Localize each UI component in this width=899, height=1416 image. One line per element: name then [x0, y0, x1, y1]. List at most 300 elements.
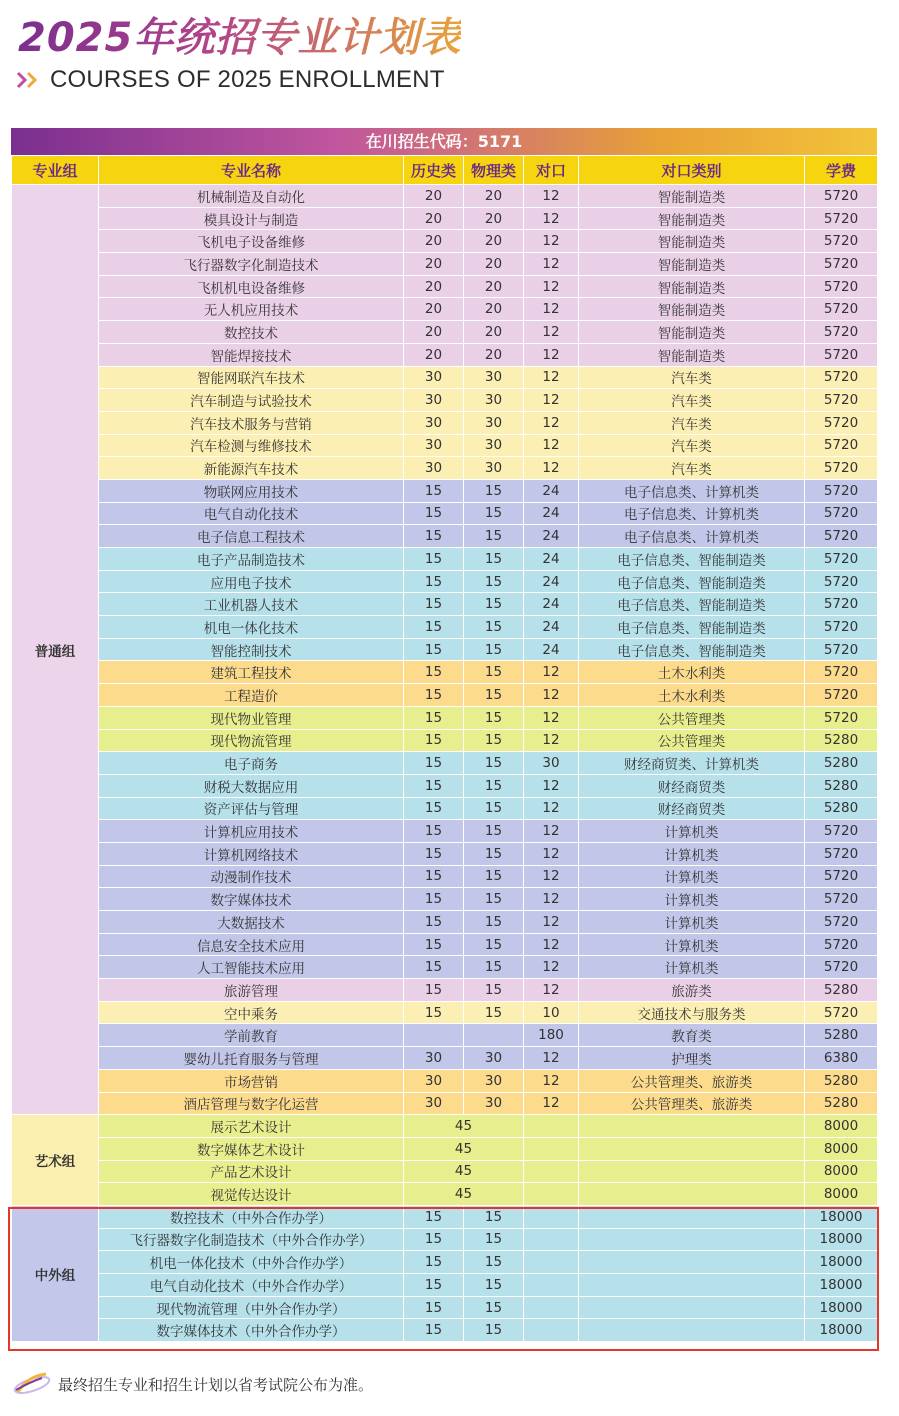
tuition-cell: 6380: [805, 1047, 878, 1070]
major-name-cell: 机电一体化技术: [99, 616, 404, 639]
history-quota-cell: 15: [404, 570, 464, 593]
tuition-cell: 5280: [805, 797, 878, 820]
table-row: [12, 457, 878, 480]
duikou-cell: 12: [524, 706, 579, 729]
history-quota-cell: 15: [404, 1296, 464, 1319]
physics-quota-cell: 15: [464, 842, 524, 865]
duikou-category-cell: 公共管理类、旅游类: [579, 1069, 805, 1092]
duikou-category-cell: 公共管理类: [579, 706, 805, 729]
physics-quota-cell: 15: [464, 1319, 524, 1342]
major-name-cell: 汽车制造与试验技术: [99, 389, 404, 412]
history-quota-cell: 15: [404, 1228, 464, 1251]
duikou-cell: [524, 1319, 579, 1342]
major-name-cell: 展示艺术设计: [99, 1115, 404, 1138]
history-quota-cell: 20: [404, 230, 464, 253]
physics-quota-cell: 20: [464, 275, 524, 298]
table-row: [12, 1069, 878, 1092]
tuition-cell: 5280: [805, 979, 878, 1002]
history-quota-cell: 15: [404, 797, 464, 820]
duikou-cell: [524, 1228, 579, 1251]
table-row: [12, 1319, 878, 1342]
duikou-cell: [524, 1137, 579, 1160]
tuition-cell: 5720: [805, 457, 878, 480]
history-quota-cell: 30: [404, 434, 464, 457]
duikou-cell: 12: [524, 1069, 579, 1092]
duikou-cell: 12: [524, 1092, 579, 1115]
table-row: [12, 548, 878, 571]
table-row: [12, 729, 878, 752]
duikou-category-cell: 电子信息类、智能制造类: [579, 548, 805, 571]
major-name-cell: 电气自动化技术: [99, 502, 404, 525]
duikou-category-cell: 电子信息类、智能制造类: [579, 593, 805, 616]
physics-quota-cell: 15: [464, 820, 524, 843]
major-name-cell: 市场营销: [99, 1069, 404, 1092]
enrollment-plan-table: [11, 155, 878, 1342]
physics-quota-cell: 30: [464, 434, 524, 457]
duikou-cell: 12: [524, 434, 579, 457]
tuition-cell: 5280: [805, 774, 878, 797]
physics-quota-cell: 20: [464, 207, 524, 230]
major-name-cell: 机械制造及自动化: [99, 185, 404, 208]
tuition-cell: 8000: [805, 1115, 878, 1138]
history-quota-cell: 15: [404, 752, 464, 775]
tuition-cell: 5720: [805, 185, 878, 208]
major-name-cell: 电子商务: [99, 752, 404, 775]
physics-quota-cell: 15: [464, 979, 524, 1002]
table-row: [12, 366, 878, 389]
physics-quota-cell: 15: [464, 661, 524, 684]
physics-quota-cell: 20: [464, 321, 524, 344]
physics-quota-cell: 15: [464, 502, 524, 525]
physics-quota-cell: 20: [464, 343, 524, 366]
physics-quota-cell: 15: [464, 570, 524, 593]
tuition-cell: 5720: [805, 616, 878, 639]
history-quota-cell: 20: [404, 185, 464, 208]
physics-quota-cell: 15: [464, 638, 524, 661]
table-row: [12, 1274, 878, 1297]
quota-cell: 45: [404, 1137, 524, 1160]
duikou-cell: [524, 1160, 579, 1183]
duikou-cell: 12: [524, 774, 579, 797]
tuition-cell: 5280: [805, 729, 878, 752]
duikou-cell: 12: [524, 321, 579, 344]
table-row: [12, 479, 878, 502]
history-quota-cell: 15: [404, 956, 464, 979]
tuition-cell: 5720: [805, 411, 878, 434]
physics-quota-cell: 20: [464, 230, 524, 253]
table-row: [12, 933, 878, 956]
table-row: [12, 1296, 878, 1319]
major-name-cell: 电子信息工程技术: [99, 525, 404, 548]
physics-quota-cell: 15: [464, 956, 524, 979]
table-row: [12, 1183, 878, 1206]
duikou-cell: 10: [524, 1001, 579, 1024]
duikou-cell: 12: [524, 933, 579, 956]
table-row: [12, 298, 878, 321]
tuition-cell: 5720: [805, 638, 878, 661]
group-name-cell: 普通组: [12, 185, 99, 1115]
tuition-cell: 5720: [805, 865, 878, 888]
history-quota-cell: 20: [404, 343, 464, 366]
tuition-cell: 5720: [805, 570, 878, 593]
column-header: 学费: [805, 156, 878, 185]
history-quota-cell: 30: [404, 1047, 464, 1070]
table-row: [12, 797, 878, 820]
tuition-cell: 5720: [805, 389, 878, 412]
physics-quota-cell: 20: [464, 185, 524, 208]
physics-quota-cell: 15: [464, 1228, 524, 1251]
duikou-category-cell: 护理类: [579, 1047, 805, 1070]
table-row: [12, 1251, 878, 1274]
major-name-cell: 数字媒体艺术设计: [99, 1137, 404, 1160]
tuition-cell: 5720: [805, 706, 878, 729]
table-row: [12, 593, 878, 616]
table-row: [12, 661, 878, 684]
duikou-cell: 12: [524, 366, 579, 389]
major-name-cell: 飞机机电设备维修: [99, 275, 404, 298]
enrollment-code-banner: 在川招生代码：5171: [11, 128, 877, 155]
tuition-cell: 18000: [805, 1251, 878, 1274]
physics-quota-cell: 15: [464, 706, 524, 729]
tuition-cell: 5280: [805, 1092, 878, 1115]
history-quota-cell: 15: [404, 933, 464, 956]
tuition-cell: 5720: [805, 321, 878, 344]
physics-quota-cell: 15: [464, 548, 524, 571]
duikou-category-cell: 智能制造类: [579, 207, 805, 230]
physics-quota-cell: 15: [464, 525, 524, 548]
tuition-cell: 18000: [805, 1205, 878, 1228]
duikou-cell: 24: [524, 502, 579, 525]
physics-quota-cell: 15: [464, 593, 524, 616]
tuition-cell: 5720: [805, 230, 878, 253]
duikou-category-cell: 汽车类: [579, 434, 805, 457]
major-name-cell: 动漫制作技术: [99, 865, 404, 888]
tuition-cell: 5720: [805, 298, 878, 321]
table-row: [12, 706, 878, 729]
duikou-category-cell: 土木水利类: [579, 684, 805, 707]
table-row: [12, 1115, 878, 1138]
column-header: 对口: [524, 156, 579, 185]
table-header-row: [12, 156, 878, 185]
major-name-cell: 汽车技术服务与营销: [99, 411, 404, 434]
physics-quota-cell: 15: [464, 774, 524, 797]
history-quota-cell: 15: [404, 548, 464, 571]
duikou-cell: 24: [524, 638, 579, 661]
tuition-cell: 18000: [805, 1274, 878, 1297]
major-name-cell: 资产评估与管理: [99, 797, 404, 820]
history-quota-cell: 20: [404, 298, 464, 321]
duikou-cell: 12: [524, 275, 579, 298]
history-quota-cell: 15: [404, 1251, 464, 1274]
history-quota-cell: 20: [404, 207, 464, 230]
tuition-cell: 5720: [805, 593, 878, 616]
duikou-cell: 30: [524, 752, 579, 775]
physics-quota-cell: 30: [464, 389, 524, 412]
tuition-cell: 5720: [805, 1001, 878, 1024]
tuition-cell: 5280: [805, 1024, 878, 1047]
duikou-category-cell: 汽车类: [579, 411, 805, 434]
duikou-cell: [524, 1296, 579, 1319]
tuition-cell: 18000: [805, 1296, 878, 1319]
table-row: [12, 1137, 878, 1160]
duikou-cell: 12: [524, 979, 579, 1002]
page-title: 2025年统招专业计划表: [18, 6, 461, 63]
duikou-category-cell: [579, 1183, 805, 1206]
table-row: [12, 411, 878, 434]
major-name-cell: 酒店管理与数字化运营: [99, 1092, 404, 1115]
tuition-cell: 5720: [805, 956, 878, 979]
table-row: [12, 525, 878, 548]
duikou-category-cell: 计算机类: [579, 911, 805, 934]
history-quota-cell: 15: [404, 1319, 464, 1342]
major-name-cell: 空中乘务: [99, 1001, 404, 1024]
physics-quota-cell: 15: [464, 911, 524, 934]
major-name-cell: 机电一体化技术（中外合作办学）: [99, 1251, 404, 1274]
major-name-cell: 婴幼儿托育服务与管理: [99, 1047, 404, 1070]
history-quota-cell: 30: [404, 457, 464, 480]
duikou-cell: 12: [524, 389, 579, 412]
duikou-category-cell: 计算机类: [579, 888, 805, 911]
table-row: [12, 389, 878, 412]
footer-text: 最终招生专业和招生计划以省考试院公布为准。: [58, 1375, 374, 1394]
table-row: [12, 343, 878, 366]
history-quota-cell: 15: [404, 1205, 464, 1228]
duikou-category-cell: 智能制造类: [579, 321, 805, 344]
duikou-category-cell: 汽车类: [579, 457, 805, 480]
school-logo-icon: [12, 1370, 52, 1398]
major-name-cell: 数字媒体技术: [99, 888, 404, 911]
history-quota-cell: 15: [404, 1274, 464, 1297]
tuition-cell: 5720: [805, 479, 878, 502]
major-name-cell: 应用电子技术: [99, 570, 404, 593]
duikou-category-cell: [579, 1228, 805, 1251]
duikou-category-cell: [579, 1115, 805, 1138]
physics-quota-cell: 20: [464, 298, 524, 321]
duikou-cell: 12: [524, 343, 579, 366]
major-name-cell: 旅游管理: [99, 979, 404, 1002]
tuition-cell: 5720: [805, 253, 878, 276]
physics-quota-cell: 15: [464, 1205, 524, 1228]
duikou-cell: 180: [524, 1024, 579, 1047]
duikou-category-cell: 电子信息类、智能制造类: [579, 638, 805, 661]
duikou-cell: 12: [524, 411, 579, 434]
duikou-category-cell: 公共管理类: [579, 729, 805, 752]
history-quota-cell: 15: [404, 1001, 464, 1024]
duikou-cell: [524, 1115, 579, 1138]
duikou-cell: 12: [524, 911, 579, 934]
duikou-cell: 12: [524, 661, 579, 684]
table-row: [12, 434, 878, 457]
tuition-cell: 8000: [805, 1183, 878, 1206]
table-row: [12, 321, 878, 344]
duikou-category-cell: 电子信息类、智能制造类: [579, 570, 805, 593]
duikou-category-cell: 智能制造类: [579, 230, 805, 253]
physics-quota-cell: 15: [464, 888, 524, 911]
physics-quota-cell: 30: [464, 366, 524, 389]
quota-cell: 45: [404, 1160, 524, 1183]
table-row: [12, 752, 878, 775]
duikou-category-cell: 财经商贸类: [579, 774, 805, 797]
history-quota-cell: 30: [404, 1092, 464, 1115]
history-quota-cell: 15: [404, 661, 464, 684]
physics-quota-cell: 30: [464, 1069, 524, 1092]
tuition-cell: 5720: [805, 525, 878, 548]
column-header: 专业名称: [99, 156, 404, 185]
table-row: [12, 207, 878, 230]
duikou-category-cell: 土木水利类: [579, 661, 805, 684]
physics-quota-cell: 15: [464, 797, 524, 820]
table-row: [12, 275, 878, 298]
duikou-category-cell: 汽车类: [579, 389, 805, 412]
physics-quota-cell: 15: [464, 616, 524, 639]
duikou-category-cell: 电子信息类、计算机类: [579, 525, 805, 548]
tuition-cell: 5720: [805, 502, 878, 525]
table-row: [12, 230, 878, 253]
history-quota-cell: 20: [404, 321, 464, 344]
physics-quota-cell: 15: [464, 1274, 524, 1297]
duikou-cell: 24: [524, 525, 579, 548]
tuition-cell: 5720: [805, 888, 878, 911]
table-row: [12, 911, 878, 934]
duikou-category-cell: 智能制造类: [579, 343, 805, 366]
duikou-cell: 12: [524, 1047, 579, 1070]
table-row: [12, 1228, 878, 1251]
history-quota-cell: 15: [404, 684, 464, 707]
table-row: [12, 253, 878, 276]
major-name-cell: 无人机应用技术: [99, 298, 404, 321]
history-quota-cell: 15: [404, 525, 464, 548]
major-name-cell: 电子产品制造技术: [99, 548, 404, 571]
table-row: [12, 979, 878, 1002]
major-name-cell: 现代物业管理: [99, 706, 404, 729]
duikou-category-cell: 计算机类: [579, 842, 805, 865]
major-name-cell: 飞行器数字化制造技术（中外合作办学）: [99, 1228, 404, 1251]
duikou-cell: 24: [524, 479, 579, 502]
tuition-cell: 8000: [805, 1137, 878, 1160]
duikou-category-cell: 智能制造类: [579, 275, 805, 298]
physics-quota-cell: 30: [464, 1047, 524, 1070]
physics-quota-cell: 20: [464, 253, 524, 276]
duikou-cell: 24: [524, 616, 579, 639]
physics-quota-cell: 15: [464, 865, 524, 888]
major-name-cell: 计算机应用技术: [99, 820, 404, 843]
major-name-cell: 产品艺术设计: [99, 1160, 404, 1183]
tuition-cell: 18000: [805, 1228, 878, 1251]
physics-quota-cell: 30: [464, 1092, 524, 1115]
physics-quota-cell: 15: [464, 752, 524, 775]
double-chevron-icon: [16, 70, 40, 90]
major-name-cell: 人工智能技术应用: [99, 956, 404, 979]
duikou-category-cell: [579, 1160, 805, 1183]
duikou-category-cell: 交通技术与服务类: [579, 1001, 805, 1024]
table-row: [12, 1024, 878, 1047]
tuition-cell: 5720: [805, 207, 878, 230]
major-name-cell: 智能控制技术: [99, 638, 404, 661]
duikou-cell: 12: [524, 230, 579, 253]
major-name-cell: 飞行器数字化制造技术: [99, 253, 404, 276]
duikou-cell: 12: [524, 207, 579, 230]
tuition-cell: 5280: [805, 1069, 878, 1092]
duikou-category-cell: 智能制造类: [579, 185, 805, 208]
history-quota-cell: 15: [404, 888, 464, 911]
duikou-cell: 12: [524, 253, 579, 276]
history-quota-cell: 15: [404, 593, 464, 616]
group-name-cell: 中外组: [12, 1205, 99, 1341]
tuition-cell: 8000: [805, 1160, 878, 1183]
duikou-cell: 24: [524, 570, 579, 593]
duikou-category-cell: [579, 1274, 805, 1297]
tuition-cell: 5280: [805, 752, 878, 775]
physics-quota-cell: 15: [464, 933, 524, 956]
physics-quota-cell: 15: [464, 1001, 524, 1024]
duikou-category-cell: 电子信息类、智能制造类: [579, 616, 805, 639]
duikou-category-cell: [579, 1251, 805, 1274]
table-row: [12, 1160, 878, 1183]
table-row: [12, 616, 878, 639]
group-name-cell: 艺术组: [12, 1115, 99, 1206]
history-quota-cell: 15: [404, 616, 464, 639]
duikou-cell: 24: [524, 593, 579, 616]
duikou-category-cell: 电子信息类、计算机类: [579, 502, 805, 525]
duikou-category-cell: 计算机类: [579, 933, 805, 956]
table-row: [12, 888, 878, 911]
duikou-category-cell: 智能制造类: [579, 253, 805, 276]
major-name-cell: 新能源汽车技术: [99, 457, 404, 480]
tuition-cell: 5720: [805, 842, 878, 865]
column-header: 物理类: [464, 156, 524, 185]
footer-note: [12, 1370, 373, 1398]
tuition-cell: 5720: [805, 911, 878, 934]
subtitle-row: [16, 66, 445, 94]
major-name-cell: 智能网联汽车技术: [99, 366, 404, 389]
quota-cell: 45: [404, 1115, 524, 1138]
major-name-cell: 财税大数据应用: [99, 774, 404, 797]
history-quota-cell: 30: [404, 411, 464, 434]
history-quota-cell: 30: [404, 389, 464, 412]
table-row: [12, 185, 878, 208]
tuition-cell: 5720: [805, 933, 878, 956]
duikou-cell: 12: [524, 865, 579, 888]
duikou-category-cell: 电子信息类、计算机类: [579, 479, 805, 502]
duikou-category-cell: [579, 1319, 805, 1342]
history-quota-cell: 15: [404, 820, 464, 843]
history-quota-cell: 15: [404, 729, 464, 752]
duikou-category-cell: 智能制造类: [579, 298, 805, 321]
column-header: 对口类别: [579, 156, 805, 185]
duikou-cell: [524, 1251, 579, 1274]
duikou-category-cell: 财经商贸类: [579, 797, 805, 820]
duikou-category-cell: 教育类: [579, 1024, 805, 1047]
duikou-cell: 12: [524, 956, 579, 979]
tuition-cell: 5720: [805, 366, 878, 389]
tuition-cell: 5720: [805, 275, 878, 298]
duikou-category-cell: 财经商贸类、计算机类: [579, 752, 805, 775]
physics-quota-cell: 30: [464, 457, 524, 480]
duikou-cell: 12: [524, 820, 579, 843]
history-quota-cell: 15: [404, 502, 464, 525]
history-quota-cell: 15: [404, 979, 464, 1002]
table-row: [12, 502, 878, 525]
major-name-cell: 现代物流管理（中外合作办学）: [99, 1296, 404, 1319]
major-name-cell: 数控技术: [99, 321, 404, 344]
major-name-cell: 智能焊接技术: [99, 343, 404, 366]
table-row: [12, 1092, 878, 1115]
tuition-cell: 5720: [805, 661, 878, 684]
major-name-cell: 大数据技术: [99, 911, 404, 934]
duikou-category-cell: 旅游类: [579, 979, 805, 1002]
table-row: [12, 774, 878, 797]
major-name-cell: 信息安全技术应用: [99, 933, 404, 956]
